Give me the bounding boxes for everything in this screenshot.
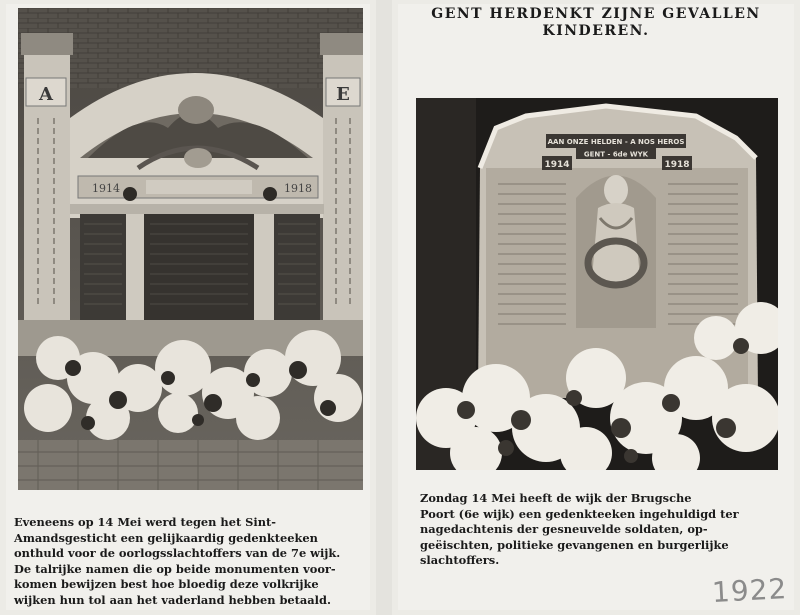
left-caption-line-1: Eveneens op 14 Mei werd tegen het Sint-	[14, 515, 277, 529]
headline-line-1: GENT HERDENKT ZIJNE GEVALLEN	[431, 6, 761, 22]
plaque-line-2: GENT - 6de WYK	[583, 150, 649, 159]
left-caption-line-6: wijken hun tol aan het vaderland hebben betaald.	[14, 592, 331, 607]
right-monument-photo	[416, 98, 778, 470]
left-monument-illustration	[18, 8, 363, 490]
headline-line-2: KINDEREN.	[542, 23, 650, 39]
right-caption	[420, 491, 780, 569]
right-monument-illustration	[416, 98, 778, 470]
left-caption-line-2: Amandsgesticht een gelijkaardig gedenkteeken	[14, 530, 318, 545]
right-year-end: 1918	[664, 160, 690, 170]
right-caption-line-4: geëischten, politieke gevangenen en burgerlijke	[420, 537, 729, 552]
plaque-line-1: AAN ONZE HELDEN - A NOS HEROS	[547, 138, 685, 146]
left-caption-line-4: De talrijke namen die op beide monumenten voor-	[14, 561, 336, 576]
right-year-start: 1914	[544, 160, 570, 170]
left-caption-line-3: onthuld voor de oorlogsslachtoffers van de 7e wijk.	[14, 546, 341, 561]
handwritten-year-note: 1922	[711, 572, 789, 609]
right-caption-line-2: Poort (6e wijk) een gedenkteeken ingehuldigd ter	[420, 506, 739, 521]
left-caption	[14, 515, 366, 609]
monogram-left: A	[39, 84, 53, 105]
right-caption-line-3: nagedachtenis der gesneuvelde soldaten, op-	[420, 522, 708, 537]
headline	[398, 6, 794, 40]
column-gutter	[376, 0, 392, 615]
left-monument-photo	[18, 8, 363, 490]
left-year-end: 1918	[284, 182, 312, 195]
right-caption-line-5: slachtoffers.	[420, 553, 500, 568]
left-year-start: 1914	[92, 182, 120, 195]
left-caption-line-5: komen bewijzen best hoe bloedig deze volkrijke	[14, 577, 319, 592]
monogram-right: E	[336, 84, 350, 105]
right-caption-line-1: Zondag 14 Mei heeft de wijk der Brugsche	[420, 491, 692, 505]
